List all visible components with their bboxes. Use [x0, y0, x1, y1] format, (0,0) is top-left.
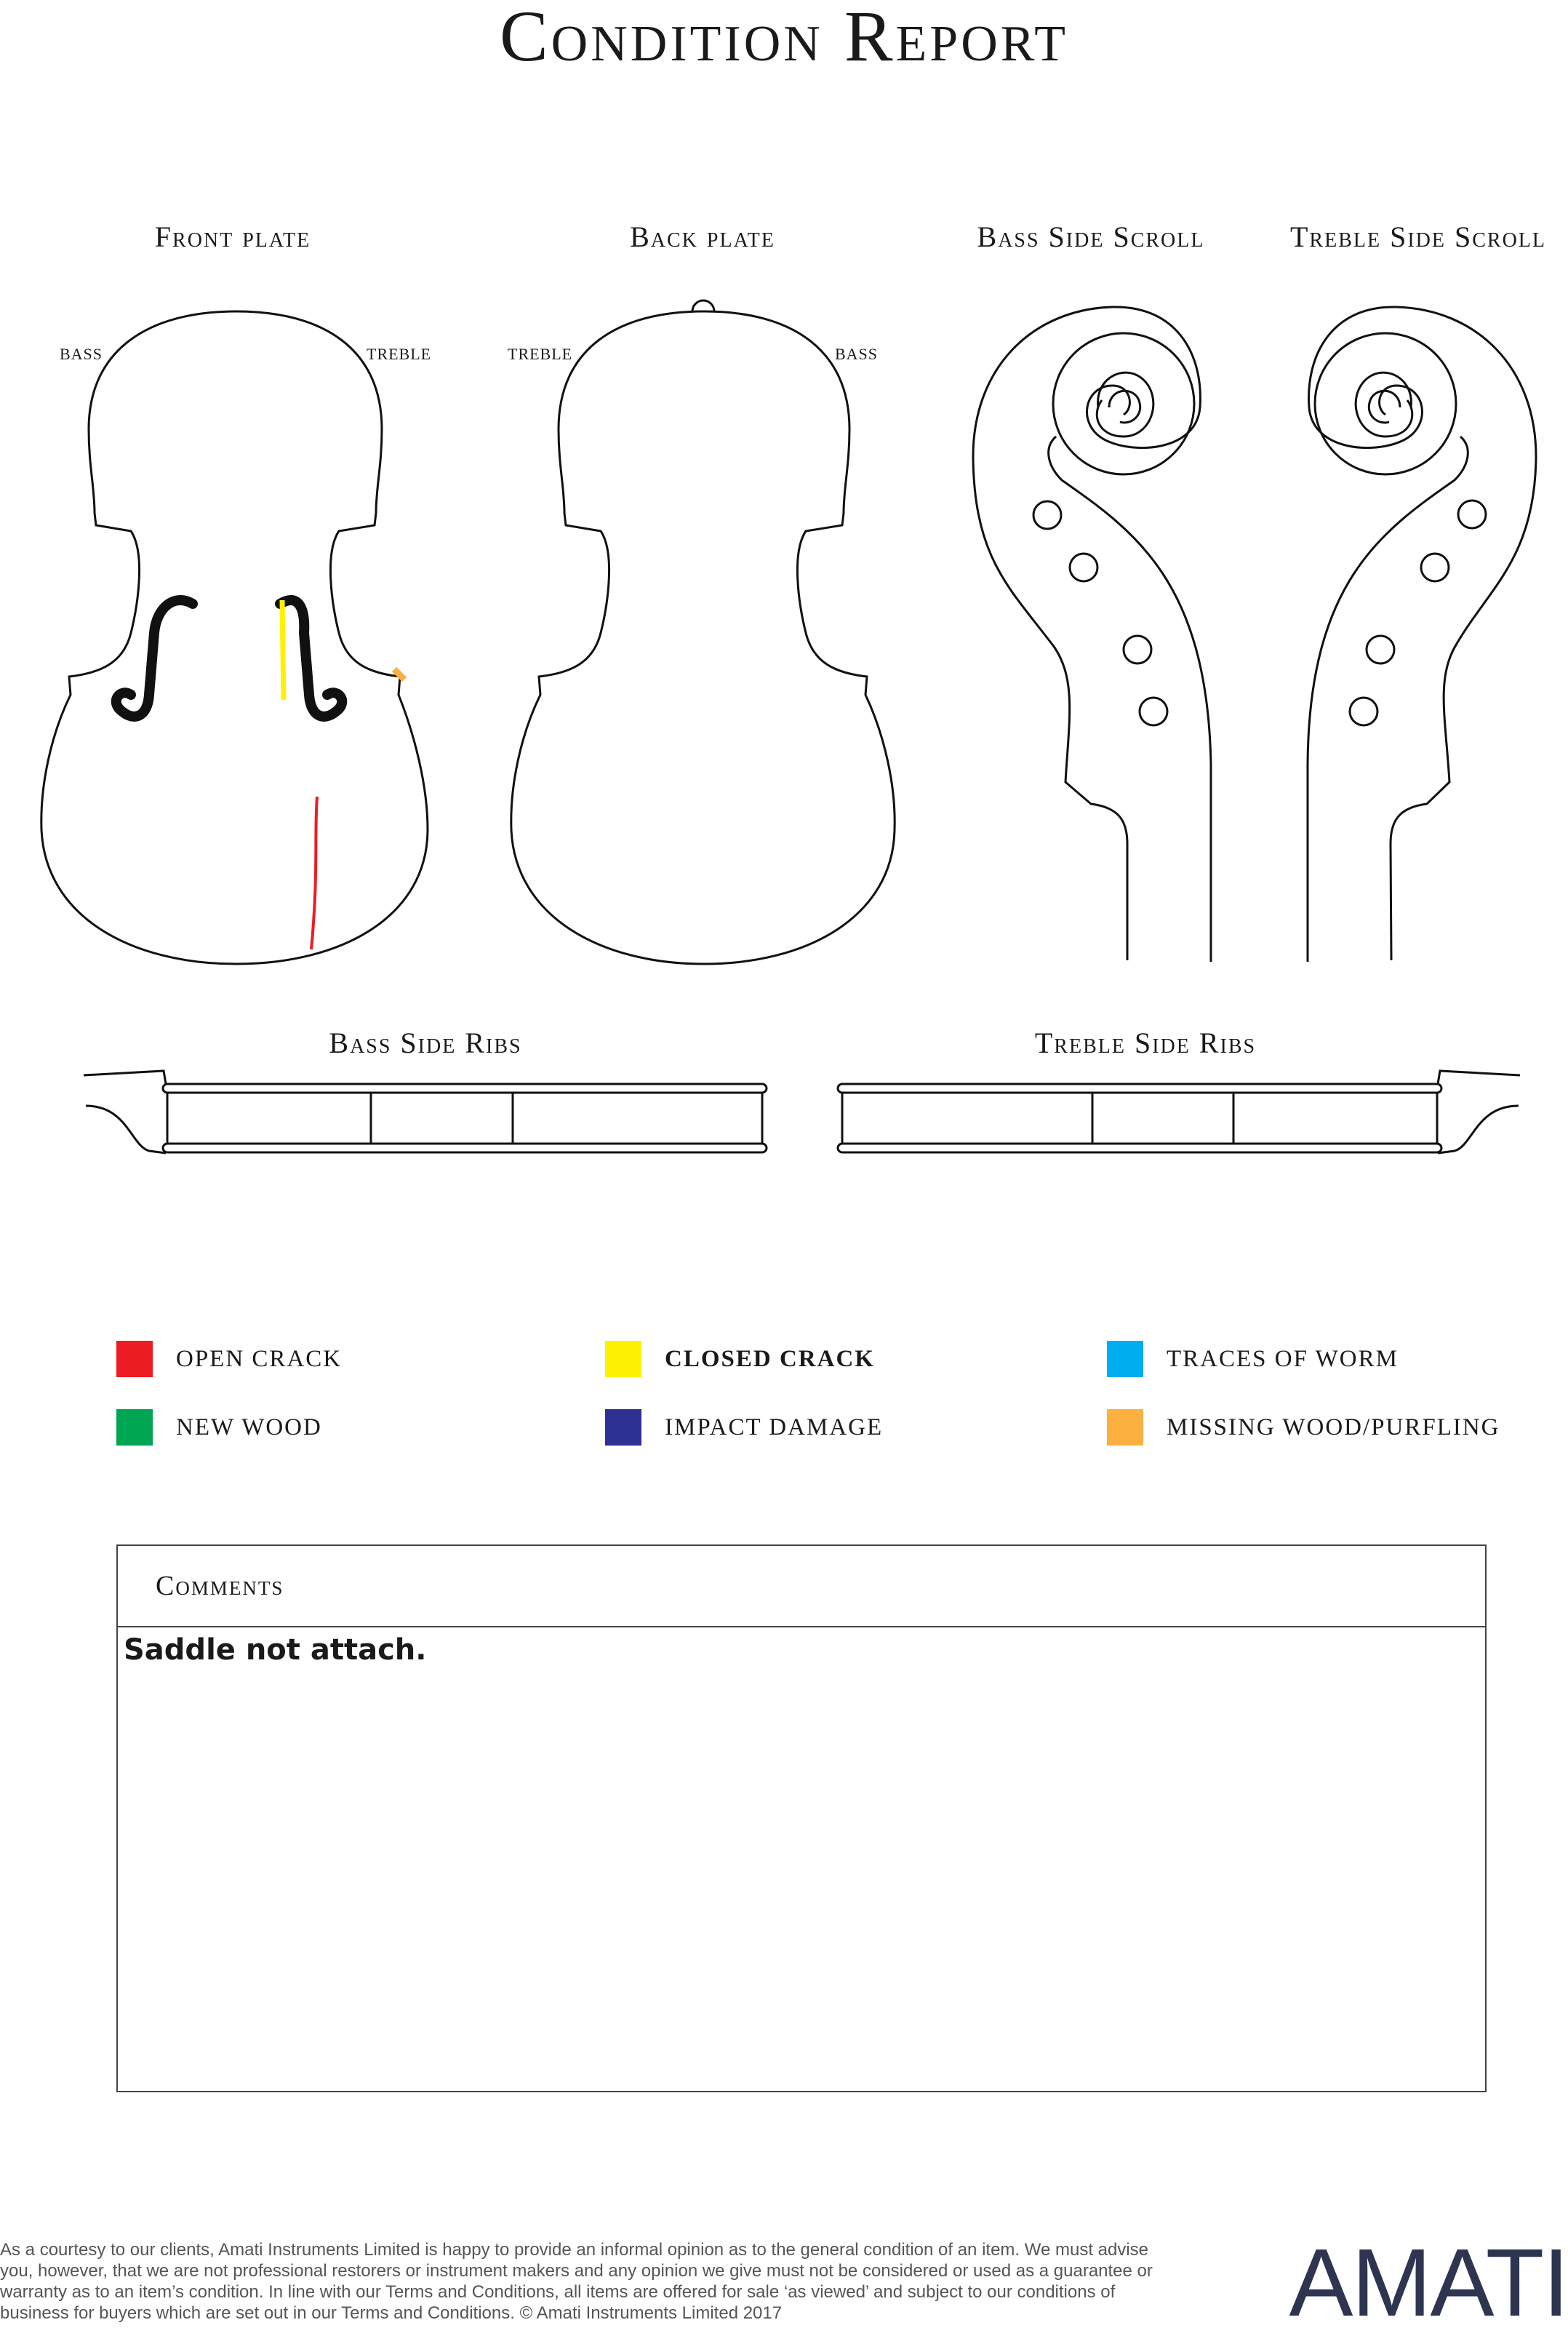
page-title: Condition Report — [499, 0, 1069, 76]
legend-item-new-wood — [116, 1409, 322, 1446]
comments-box — [116, 1544, 1487, 2092]
front-plate-treble-label: TREBLE — [367, 345, 432, 363]
treble-side-scroll-label: Treble Side Scroll — [1289, 220, 1546, 253]
comments-heading: Comments — [156, 1571, 284, 1601]
legend-item-open-crack — [116, 1341, 342, 1377]
legend-label: NEW WOOD — [176, 1414, 322, 1440]
treble-side-ribs-diagram — [838, 1071, 1520, 1153]
legend-swatch — [1107, 1341, 1143, 1377]
front-plate-label: Front plate — [154, 220, 311, 253]
treble-side-ribs-label: Treble Side Ribs — [1034, 1027, 1257, 1059]
legend-item-closed-crack — [605, 1341, 875, 1377]
ribs-diagram — [0, 0, 1568, 1164]
bass-side-ribs-label: Bass Side Ribs — [329, 1027, 522, 1059]
legend-item-missing-wood-purfling — [1107, 1409, 1500, 1446]
back-plate-label: Back plate — [630, 220, 775, 253]
back-plate-treble-label: TREBLE — [508, 345, 573, 363]
front-plate-bass-label: BASS — [60, 345, 103, 363]
legend-label: TRACES OF WORM — [1167, 1345, 1399, 1372]
legend-swatch — [116, 1341, 153, 1377]
legend-item-traces-of-worm — [1107, 1341, 1399, 1377]
legend-label: IMPACT DAMAGE — [665, 1414, 884, 1440]
legend-label: CLOSED CRACK — [665, 1345, 875, 1372]
amati-logo: AMATI — [1289, 2229, 1568, 2336]
bass-side-scroll-label: Bass Side Scroll — [977, 220, 1205, 253]
bass-side-ribs-diagram — [84, 1071, 767, 1153]
legend-swatch — [605, 1341, 641, 1377]
legend-swatch — [605, 1409, 641, 1446]
legend-label: MISSING WOOD/PURFLING — [1167, 1414, 1500, 1440]
legend-item-impact-damage — [605, 1409, 883, 1446]
legend-label: OPEN CRACK — [176, 1345, 343, 1372]
legend-swatch — [116, 1409, 153, 1446]
legend-swatch — [1107, 1409, 1143, 1446]
footer-disclaimer: As a courtesy to our clients, Amati Instruments Limited is happy to provide an informal opinion as to the general condition of an item. We must advise you, however, that we are not professional restorers or instrument makers and any opinion we give must not be considered or used as a guarantee or warranty as to an item’s condition. In line with our Terms and Conditions, all items are offered for sale ‘as viewed’ and subject to our conditions of business for buyers which are set out in our Terms and Conditions. © Amati Instruments Limited 2017 — [0, 2240, 1153, 2323]
comments-header — [118, 1546, 1485, 1627]
back-plate-bass-label: BASS — [835, 345, 879, 363]
comments-text[interactable]: Saddle not attach. — [124, 1633, 427, 1667]
